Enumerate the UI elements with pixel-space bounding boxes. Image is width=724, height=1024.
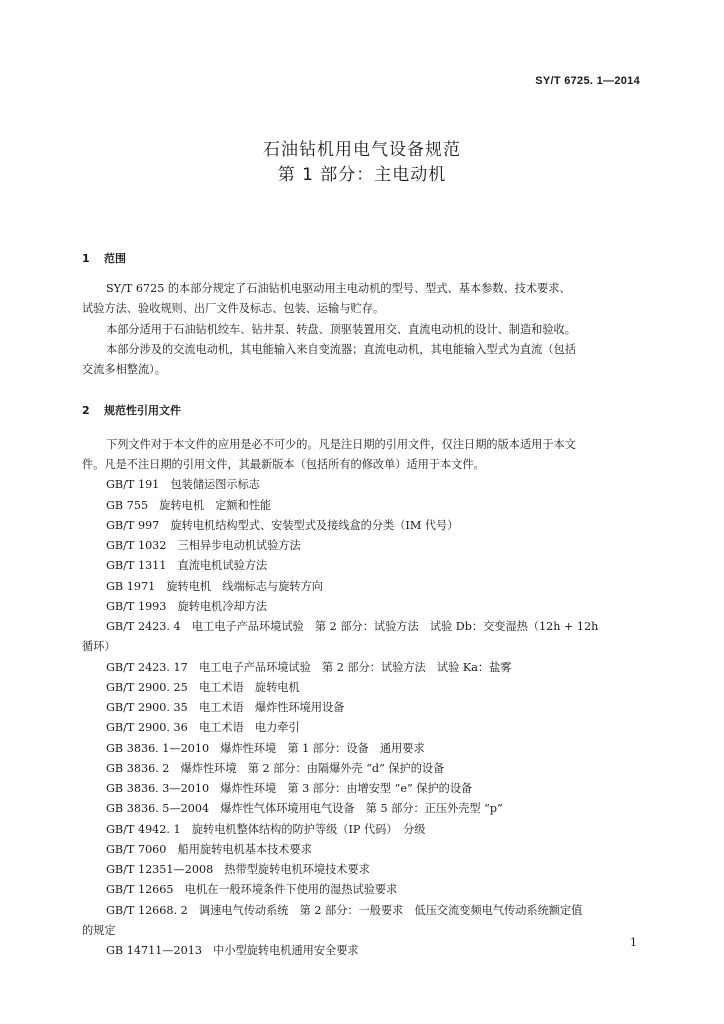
- reference-item: GB/T 12351—2008 热带型旋转电机环境技术要求: [106, 863, 370, 876]
- section-1-title: 范围: [104, 252, 126, 265]
- reference-item: GB 3836. 1—2010 爆炸性环境 第 1 部分：设备 通用要求: [106, 742, 425, 755]
- reference-item: GB/T 2900. 25 电工术语 旋转电机: [106, 681, 300, 694]
- reference-item: GB/T 7060 船用旋转电机基本技术要求: [106, 843, 312, 856]
- reference-item-continued: 的规定: [82, 924, 116, 937]
- document-subtitle: 第 1 部分：主电动机: [277, 165, 447, 185]
- reference-item: GB/T 191 包装储运图示标志: [106, 478, 260, 491]
- reference-item: GB/T 2423. 4 电工电子产品环境试验 第 2 部分：试验方法 试验 Db：交变湿热（12h + 12h: [106, 620, 599, 633]
- reference-item: GB 3836. 5—2004 爆炸性气体环境用电气设备 第 5 部分：正压外壳型 “p”: [106, 802, 503, 815]
- reference-item: GB 3836. 2 爆炸性环境 第 2 部分：由隔爆外壳 “d” 保护的设备: [106, 762, 445, 775]
- paragraph-line: 下列文件对于本文件的应用是必不可少的。凡是注日期的引用文件，仅注日期的版本适用于本文: [106, 438, 576, 451]
- paragraph-line: SY/T 6725 的本部分规定了石油钻机电驱动用主电动机的型号、型式、基本参数、技术要求、: [106, 282, 571, 295]
- reference-item: GB 14711—2013 中小型旋转电机通用安全要求: [106, 944, 359, 957]
- page-number: 1: [630, 936, 637, 949]
- reference-item: GB/T 4942. 1 旋转电机整体结构的防护等级（IP 代码） 分级: [106, 823, 426, 836]
- reference-item: GB 3836. 3—2010 爆炸性环境 第 3 部分：由增安型 “e” 保护的设备: [106, 782, 473, 795]
- reference-item: GB/T 997 旋转电机结构型式、安装型式及接线盒的分类（IM 代号）: [106, 519, 459, 532]
- section-2-number: 2: [82, 404, 90, 417]
- reference-item: GB 1971 旋转电机 线端标志与旋转方向: [106, 580, 323, 593]
- reference-item: GB 755 旋转电机 定额和性能: [106, 499, 272, 512]
- paragraph-line: 本部分涉及的交流电动机，其电能输入来自变流器；直流电动机，其电能输入型式为直流（包括: [106, 343, 576, 356]
- reference-item: GB/T 2900. 35 电工术语 爆炸性环境用设备: [106, 701, 345, 714]
- reference-item: GB/T 1032 三相异步电动机试验方法: [106, 539, 301, 552]
- section-1-number: 1: [82, 252, 90, 265]
- reference-item: GB/T 2900. 36 电工术语 电力牵引: [106, 721, 300, 734]
- standard-code: SY/T 6725. 1—2014: [535, 75, 640, 87]
- reference-item: GB/T 1311 直流电机试验方法: [106, 559, 268, 572]
- paragraph-line: 本部分适用于石油钻机绞车、钻井泵、转盘、顶驱装置用交、直流电动机的设计、制造和验收。: [106, 323, 576, 336]
- reference-item-continued: 循环）: [82, 640, 116, 653]
- section-2-title: 规范性引用文件: [104, 404, 181, 417]
- paragraph-line: 交流多相整流）。: [82, 363, 166, 376]
- reference-item: GB/T 2423. 17 电工电子产品环境试验 第 2 部分：试验方法 试验 Ka：盐雾: [106, 661, 512, 674]
- reference-item: GB/T 12668. 2 调速电气传动系统 第 2 部分：一般要求 低压交流变频电气传动系统额定值: [106, 904, 583, 917]
- section-1-heading: [82, 250, 126, 266]
- paragraph-line: 试验方法、验收规则、出厂文件及标志、包装、运输与贮存。: [82, 302, 385, 315]
- reference-item: GB/T 1993 旋转电机冷却方法: [106, 600, 268, 613]
- paragraph-line: 件。凡是不注日期的引用文件，其最新版本（包括所有的修改单）适用于本文件。: [82, 458, 485, 471]
- section-2-heading: [82, 402, 181, 418]
- document-title: 石油钻机用电气设备规范: [263, 140, 461, 160]
- reference-item: GB/T 12665 电机在一般环境条件下使用的湿热试验要求: [106, 883, 398, 896]
